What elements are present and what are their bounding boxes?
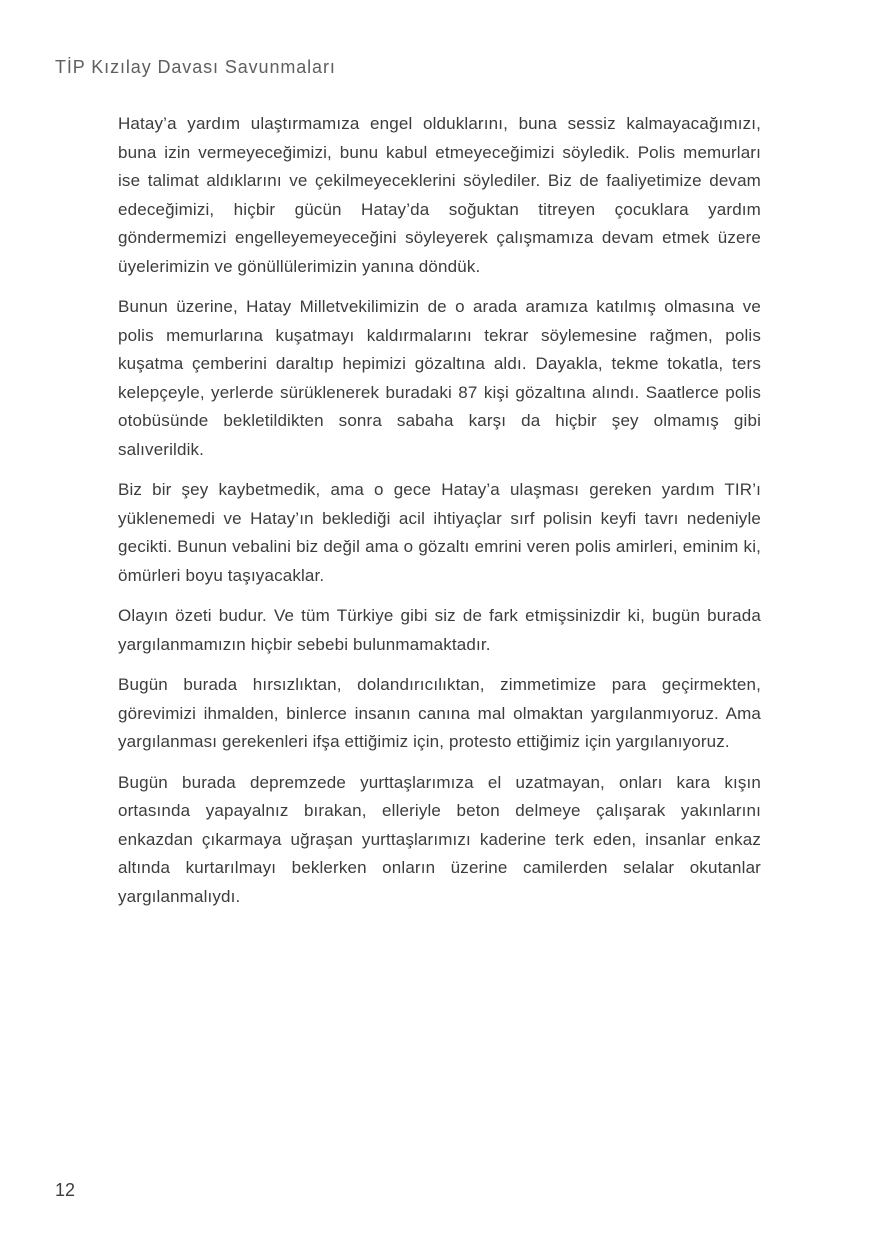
paragraph-1: Hatay’a yardım ulaştırmamıza engel olduklarını, buna sessiz kalmayacağımızı, buna izin vermeyeceğimizi, bunu kabul etmeyeceğimizi söyledik. Polis memurları ise talimat aldıklarını ve çekilmeyeceklerini söylediler. Biz de faaliyetimize devam edeceğimizi, hiçbir gücün Hatay’da soğuktan titreyen çocuklara yardım göndermemizi engelleyemeyeceğini söyleyerek çalışmamıza devam etmek üzere üyelerimizin ve gönüllülerimizin yanına döndük. [118, 114, 761, 276]
page-number: 12 [55, 1180, 76, 1200]
paragraph-6: Bugün burada depremzede yurttaşlarımıza el uzatmayan, onları kara kışın ortasında yapayalnız bırakan, elleriyle beton delmeye çalışarak yakınlarını enkazdan çıkarmaya uğraşan yurttaşlarımızı kaderine terk eden, insanlar enkaz altında kurtarılmayı beklerken onların üzerine camilerden selalar okutanlar yargılanmalıydı. [118, 772, 761, 906]
running-header: TİP Kızılay Davası Savunmaları [55, 57, 336, 77]
paragraph-3: Biz bir şey kaybetmedik, ama o gece Hatay’a ulaşması gereken yardım TIR’ı yüklenemedi ve Hatay’ın beklediği acil ihtiyaçlar sırf polisin keyfi tavrı nedeniyle gecikti. Bunun vebalini biz değil ama o gözaltı emrini veren polis amirleri, eminim ki, ömürleri boyu taşıyacaklar. [118, 480, 761, 585]
paragraph-5: Bugün burada hırsızlıktan, dolandırıcılıktan, zimmetimize para geçirmekten, görevimizi ihmalden, binlerce insanın canına mal olmaktan yargılanmıyoruz. Ama yargılanması gerekenleri ifşa ettiğimiz için, protesto ettiğimiz için yargılanıyoruz. [118, 675, 761, 751]
paragraph-4: Olayın özeti budur. Ve tüm Türkiye gibi siz de fark etmişsinizdir ki, bugün burada yargılanmamızın hiçbir sebebi bulunmamaktadır. [118, 606, 761, 654]
body-text [118, 110, 761, 923]
paragraph-2: Bunun üzerine, Hatay Milletvekilimizin de o arada aramıza katılmış olmasına ve polis memurlarına kuşatmayı kaldırmalarını tekrar söylemesine rağmen, polis kuşatma çemberini daraltıp hepimizi gözaltına aldı. Dayakla, tekme tokatla, ters kelepçeyle, yerlerde sürüklenerek buradaki 87 kişi gözaltına alındı. Saatlerce polis otobüsünde bekletildikten sonra sabaha karşı da hiçbir şey olmamış gibi salıverildik. [118, 297, 761, 459]
